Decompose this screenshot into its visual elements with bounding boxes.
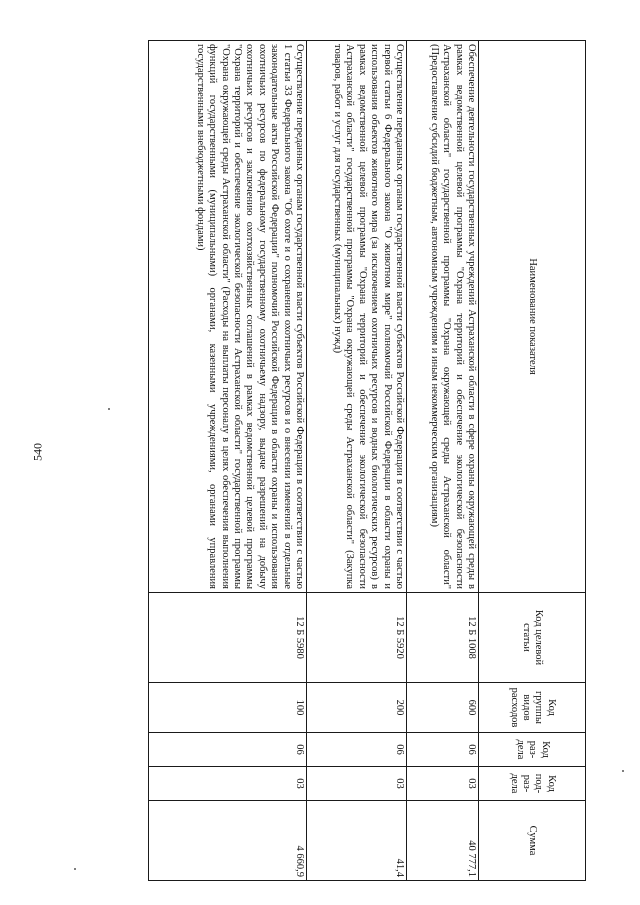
row-expense-group: 100 [149, 683, 307, 733]
row-subsection: 03 [407, 767, 479, 801]
table-row [149, 41, 307, 881]
row-section: 06 [307, 733, 407, 767]
row-target-code: 12 Б 5920 [307, 593, 407, 683]
header-indicator-name: Наименование показателя [479, 41, 586, 593]
table-row [307, 41, 407, 881]
page-number: 540 [30, 443, 45, 461]
row-subsection: 03 [149, 767, 307, 801]
row-sum: 40 777,1 [407, 801, 479, 881]
row-expense-group: 600 [407, 683, 479, 733]
budget-table [148, 40, 586, 881]
rotated-table-container [156, 40, 586, 880]
table-header-row [479, 41, 586, 881]
row-indicator-name: Обеспечение деятельности государственных учреждений Астраханской области в сфере охраны окружающей среды в рамках ведомственной целевой программы "Охрана территорий и обеспечение экологической безопасности Астраханской области" государственной программы "Охрана окружающей среды Астраханской области" (Предоставление субсидий бюджетным, автономным учреждениям и иным некоммерческим организациям) [407, 41, 479, 593]
header-subsection: Код под-раз-дела [479, 767, 586, 801]
row-indicator-name: Осуществление переданных органам государственной власти субъектов Российской Федерации в соответствии с частью первой статьи 6 Федерального закона "О животном мире" полномочий Российской Федерации в области охраны и использования объектов животного мира (за исключением охотничьих ресурсов и водных биологических ресурсов) в рамках ведомственной целевой программы "Охрана территорий и обеспечение экологической безопасности Астраханской области" государственной программы "Охрана окружающей среды Астраханской области" (Закупка товаров, работ и услуг для государственных (муниципальных) нужд) [307, 41, 407, 593]
row-expense-group: 200 [307, 683, 407, 733]
header-section: Код раз-дела [479, 733, 586, 767]
scan-speck [108, 408, 110, 410]
row-target-code: 12 Б 5980 [149, 593, 307, 683]
table-row [407, 41, 479, 881]
row-subsection: 03 [307, 767, 407, 801]
row-section: 06 [407, 733, 479, 767]
scan-speck [622, 770, 624, 772]
header-sum: Сумма [479, 801, 586, 881]
header-expense-group: Код группы видов расходов [479, 683, 586, 733]
row-indicator-name: Осуществление переданных органам государственной власти субъектов Российской Федерации в соответствии с частью 1 статьи 33 Федерального закона "Об охоте и о сохранении охотничьих ресурсов и о внесении изменений в отдельные законодательные акты Российской Федерации" полномочий Российской Федерации в области охраны и использования охотничьих ресурсов по федеральному государственному охотничьему надзору, выдаче разрешений на добычу охотничьих ресурсов и заключению охотхозяйственных соглашений в рамках ведомственной целевой программы "Охрана территорий и обеспечение экологической безопасности Астраханской области" государственной программы "Охрана окружающей среды Астраханской области" (Расходы на выплаты персоналу в целях обеспечения выполнения функций государственными (муниципальными) органами, казенными учреждениями, органами управления государственными внебюджетными фондами) [149, 41, 307, 593]
header-target-code: Код целевой статьи [479, 593, 586, 683]
row-sum: 41,4 [307, 801, 407, 881]
row-section: 06 [149, 733, 307, 767]
row-sum: 4 660,9 [149, 801, 307, 881]
scan-speck [74, 868, 76, 870]
row-target-code: 12 Б 1008 [407, 593, 479, 683]
